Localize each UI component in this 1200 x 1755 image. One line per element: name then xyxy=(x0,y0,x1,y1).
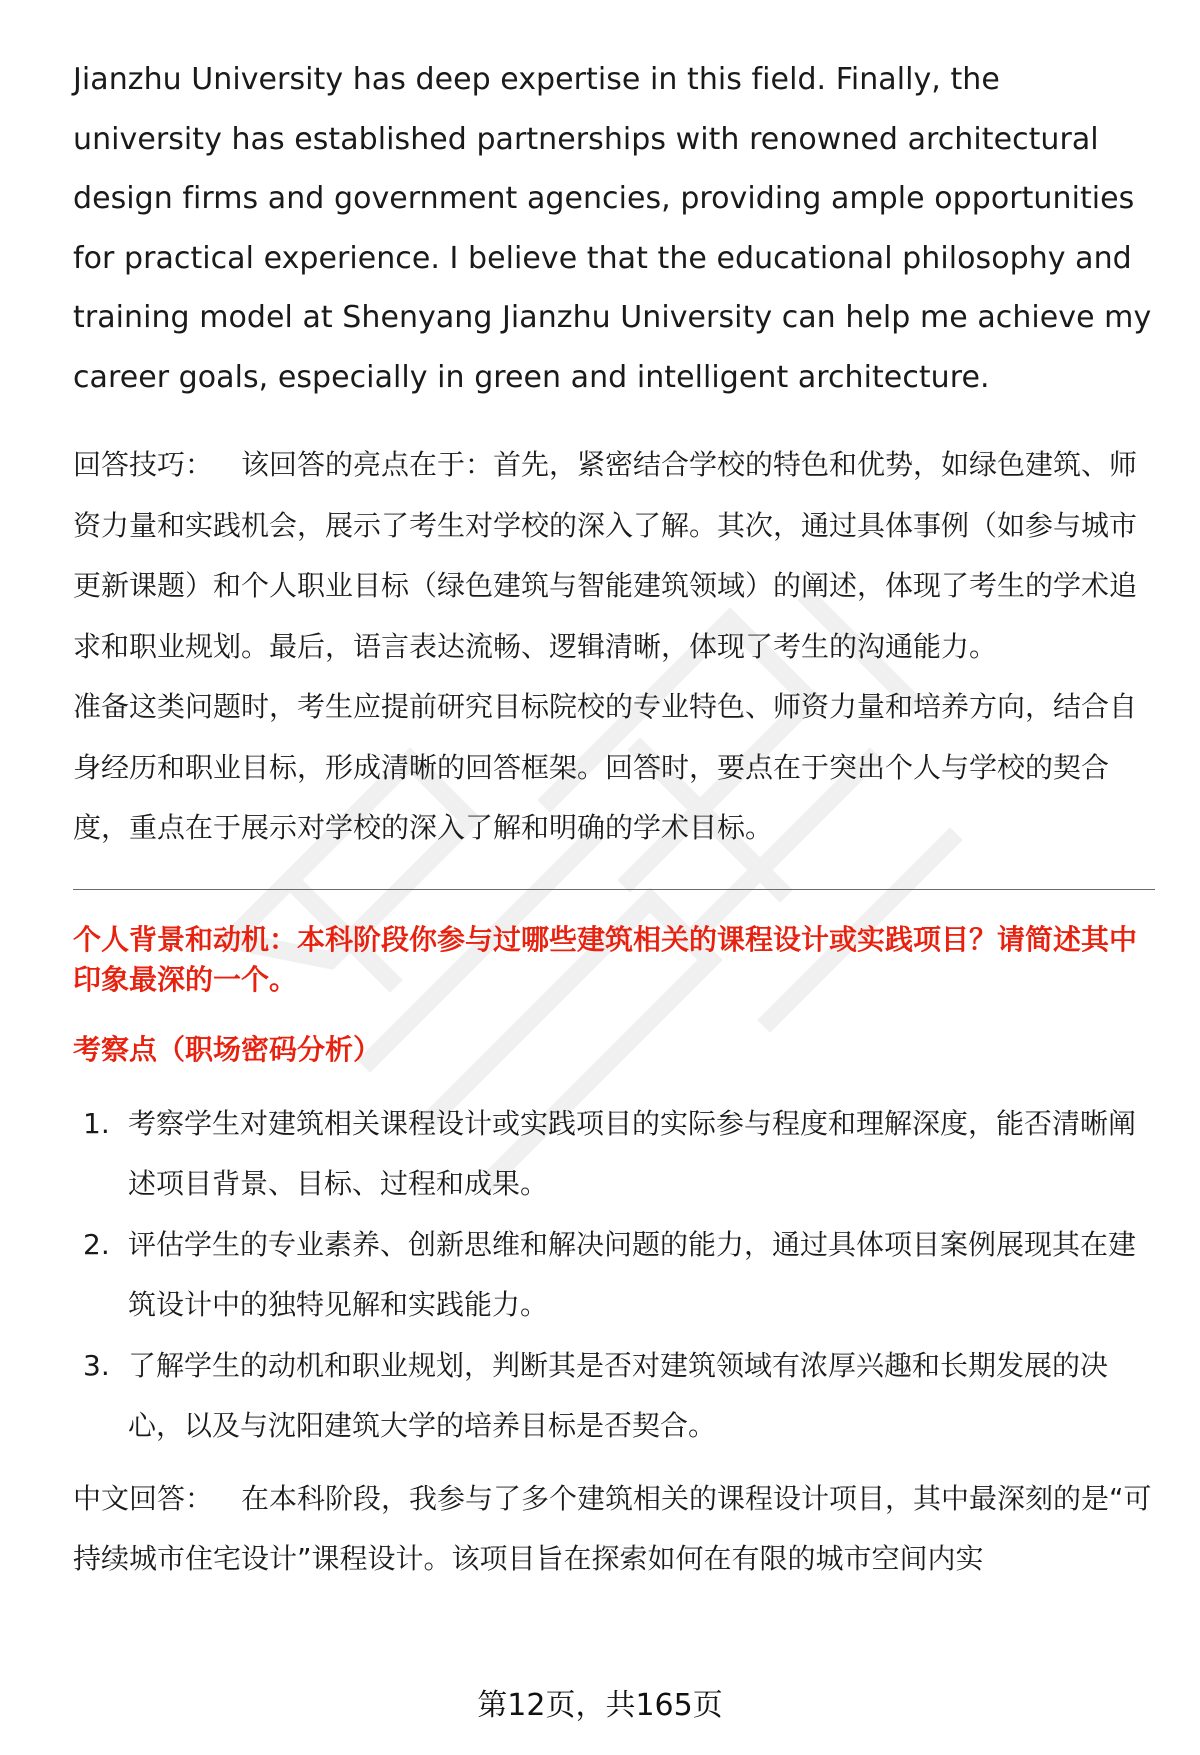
tips-paragraph-1 xyxy=(73,435,1153,677)
point-number: 1. xyxy=(83,1106,110,1140)
assessment-point xyxy=(73,1336,1153,1457)
point-number: 2. xyxy=(83,1227,110,1261)
point-text: 考察学生对建筑相关课程设计或实践项目的实际参与程度和理解深度，能否清晰阐述项目背景、目标、过程和成果。 xyxy=(128,1106,1137,1200)
chinese-answer-section xyxy=(73,1469,1153,1590)
page-content xyxy=(73,50,1153,1590)
chinese-answer-text: 在本科阶段，我参与了多个建筑相关的课程设计项目，其中最深刻的是“可持续城市住宅设计”课程设计。该项目旨在探索如何在有限的城市空间内实 xyxy=(73,1481,1152,1575)
tips-paragraph-2: 准备这类问题时，考生应提前研究目标院校的专业特色、师资力量和培养方向，结合自身经历和职业目标，形成清晰的回答框架。回答时，要点在于突出个人与学校的契合度，重点在于展示对学校的深入了解和明确的学术目标。 xyxy=(73,690,1138,844)
answer-tips-section xyxy=(73,435,1153,859)
assessment-heading: 考察点（职场密码分析） xyxy=(73,1032,382,1066)
assessment-point xyxy=(73,1094,1153,1215)
point-text: 了解学生的动机和职业规划，判断其是否对建筑领域有浓厚兴趣和长期发展的决心，以及与沈阳建筑大学的培养目标是否契合。 xyxy=(128,1348,1109,1442)
tips-label: 回答技巧： xyxy=(73,448,214,481)
section-divider xyxy=(73,889,1155,890)
chinese-answer-label: 中文回答： xyxy=(73,1481,214,1515)
point-number: 3. xyxy=(83,1348,110,1382)
chinese-answer-paragraph xyxy=(73,1469,1153,1590)
tips-text-1: 该回答的亮点在于：首先，紧密结合学校的特色和优势，如绿色建筑、师资力量和实践机会，展示了考生对学校的深入了解。其次，通过具体事例（如参与城市更新课题）和个人职业目标（绿色建筑与智能建筑领域）的阐述，体现了考生的学术追求和职业规划。最后，语言表达流畅、逻辑清晰，体现了考生的沟通能力。 xyxy=(73,448,1138,663)
page-number-footer: 第12页，共165页 xyxy=(477,1688,723,1723)
assessment-point xyxy=(73,1215,1153,1336)
english-answer-paragraph: Jianzhu University has deep expertise in this field. Finally, the university has established partnerships with renowned architectural design firms and government agencies, providing ample opportunities for practical experience. I believe that the educational philosophy and training model at Shenyang Jianzhu University can help me achieve my career goals, especially in green and intelligent architecture. xyxy=(73,62,1152,395)
point-text: 评估学生的专业素养、创新思维和解决问题的能力，通过具体项目案例展现其在建筑设计中的独特见解和实践能力。 xyxy=(128,1227,1137,1321)
assessment-points-list xyxy=(73,1094,1153,1457)
interview-question: 个人背景和动机：本科阶段你参与过哪些建筑相关的课程设计或实践项目？请简述其中印象最深的一个。 xyxy=(73,922,1138,996)
